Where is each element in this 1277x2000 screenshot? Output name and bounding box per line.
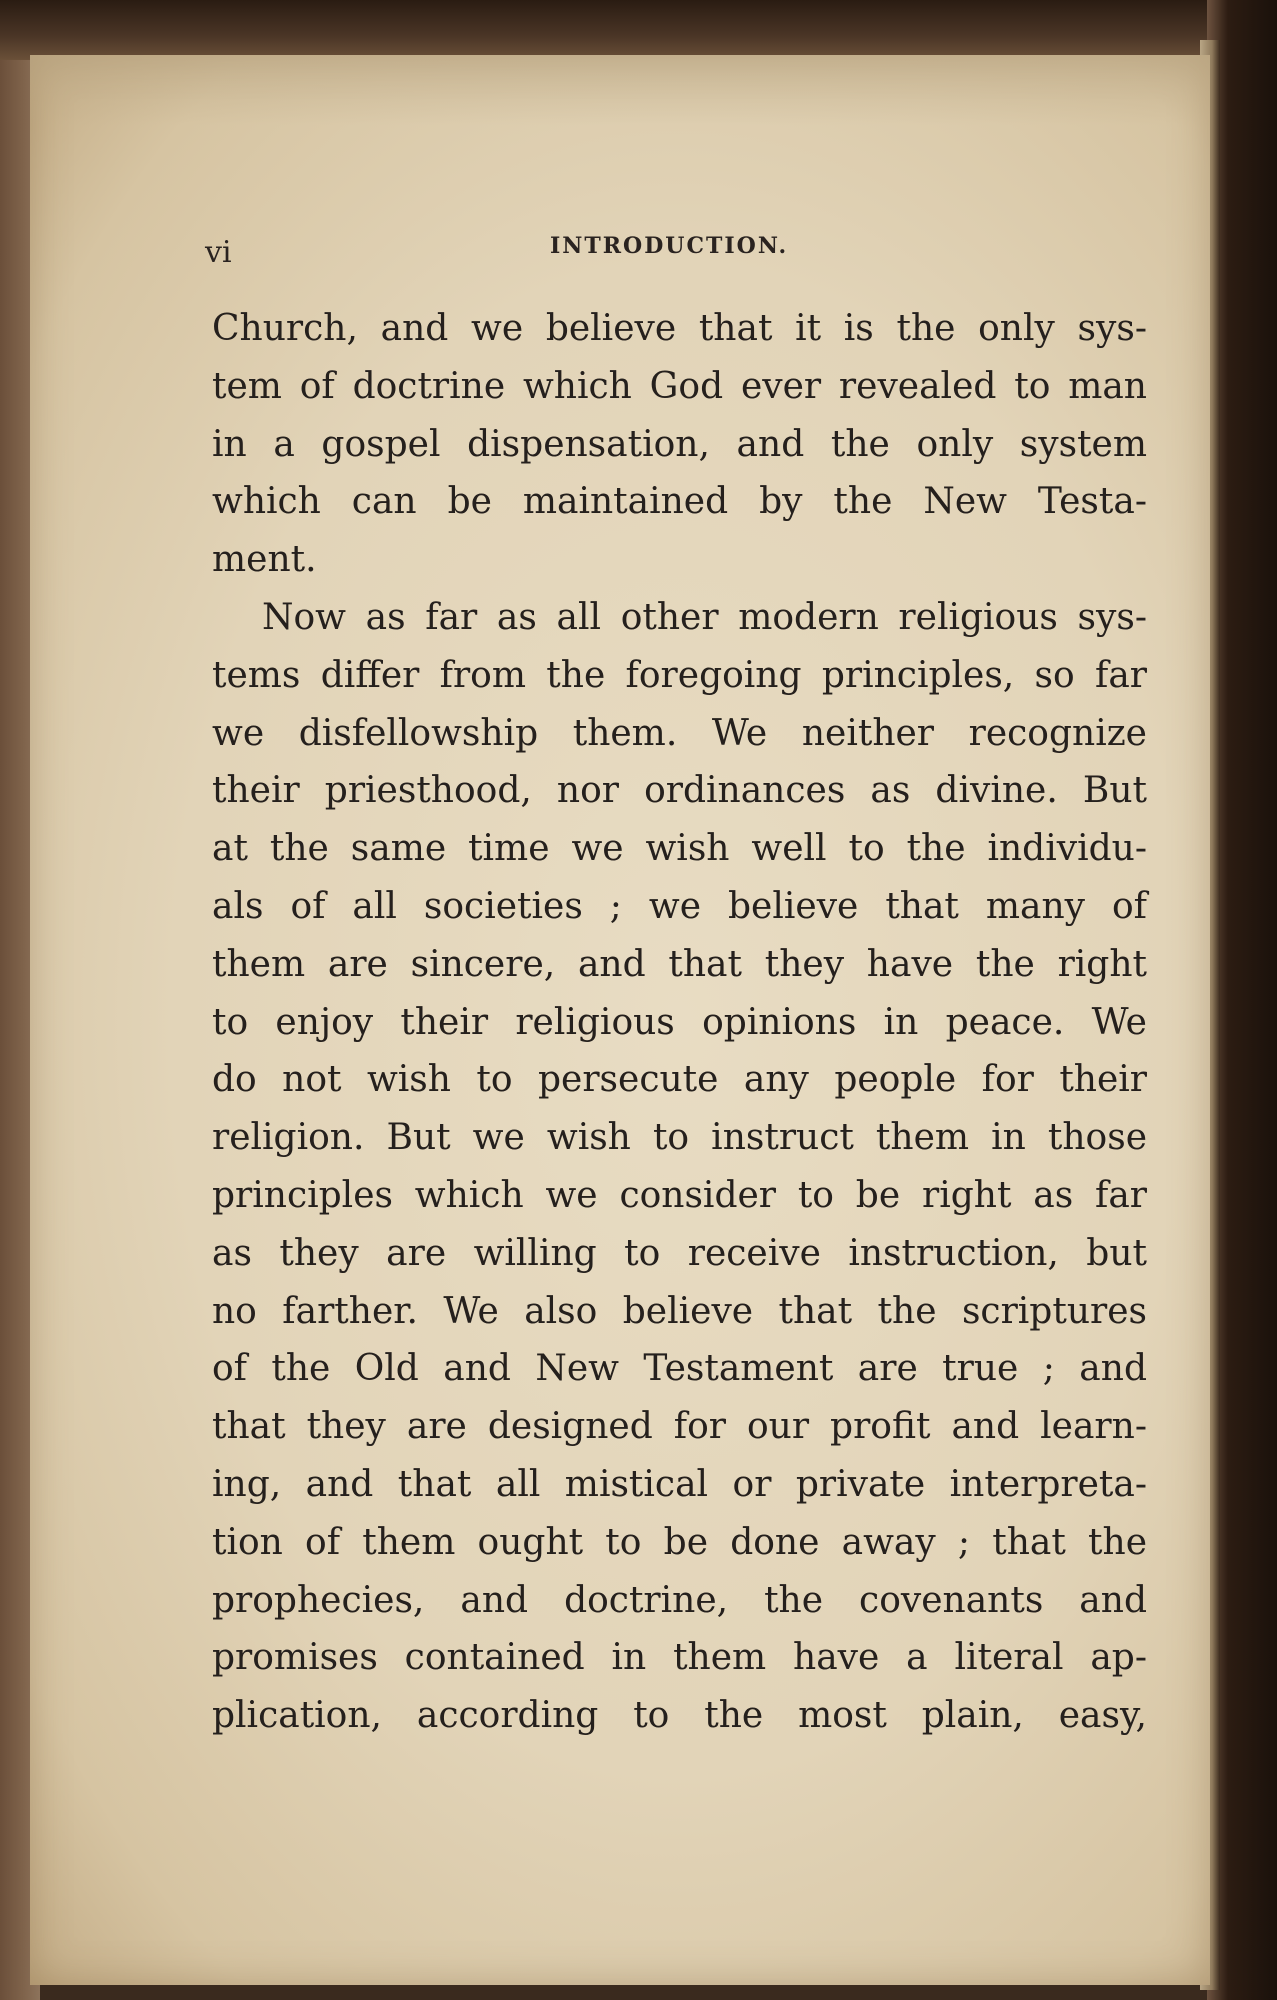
text-line: ing, and that all mistical or private interpreta- [212,1463,1147,1505]
text-line: ment. [212,539,317,581]
text-line: to enjoy their religious opinions in peace. We [212,1001,1147,1043]
text-line: do not wish to persecute any people for their [212,1059,1147,1101]
running-head [205,225,1155,275]
text-line: tems differ from the foregoing principles, so far [212,654,1147,696]
text-line: Now as far as all other modern religious sys- [262,596,1147,638]
text-line: at the same time we wish well to the individu- [212,828,1147,870]
text-line: them are sincere, and that they have the right [212,943,1147,985]
page-top-fold [30,55,1210,125]
text-line: plication, according to the most plain, easy, [212,1695,1147,1737]
text-line: promises contained in them have a literal ap- [212,1637,1147,1679]
text-line: in a gospel dispensation, and the only system [212,423,1147,465]
book-cover-top-edge [0,0,1277,60]
text-line: tem of doctrine which God ever revealed to man [212,365,1147,407]
page-number: vi [205,235,232,270]
text-line: we disfellowship them. We neither recognize [212,712,1147,754]
text-line: religion. But we wish to instruct them in those [212,1117,1147,1159]
text-line: prophecies, and doctrine, the covenants and [212,1579,1147,1621]
text-line: as they are willing to receive instruction, but [212,1232,1147,1274]
text-line: that they are designed for our profit and learn- [212,1406,1147,1448]
text-line: of the Old and New Testament are true ; and [212,1348,1147,1390]
text-line: their priesthood, nor ordinances as divine. But [212,770,1147,812]
running-head-title: INTRODUCTION. [550,233,789,259]
text-line: no farther. We also believe that the scriptures [212,1290,1147,1332]
text-line: als of all societies ; we believe that many of [212,885,1147,927]
text-line: tion of them ought to be done away ; that the [212,1521,1147,1563]
text-line: principles which we consider to be right as far [212,1174,1147,1216]
text-line: which can be maintained by the New Testa- [212,481,1147,523]
text-line: Church, and we believe that it is the only sys- [212,308,1147,349]
body-text [212,300,1147,1745]
